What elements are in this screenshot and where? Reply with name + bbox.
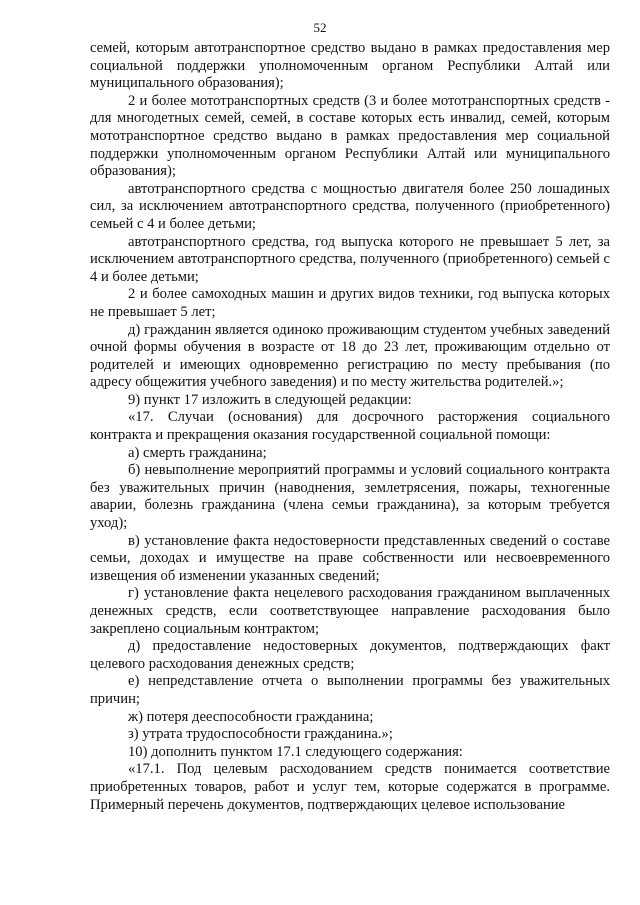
paragraph: семей, которым автотранспортное средство выдано в рамках предоставления мер социальной поддержки уполномоченным органом Республики Алтай или муниципального образования); — [90, 40, 610, 92]
paragraph: «17. Случаи (основания) для досрочного расторжения социального контракта и прекращения оказания государственной социальной помощи: — [90, 409, 610, 444]
paragraph: «17.1. Под целевым расходованием средств понимается соответствие приобретенных товаров, работ и услуг тем, которые содержатся в программе. Примерный перечень документов, подтверждающих целевое использование — [90, 761, 610, 813]
document-body — [90, 40, 610, 814]
paragraph: 2 и более самоходных машин и других видов техники, год выпуска которых не превышает 5 лет; — [90, 286, 610, 320]
paragraph: ж) потеря дееспособности гражданина; — [128, 708, 374, 725]
paragraph: автотранспортного средства с мощностью двигателя более 250 лошадиных сил, за исключением автотранспортного средства, полученного (приобретенного) семьей с 4 и более детьми; — [90, 180, 610, 232]
paragraph: а) смерть гражданина; — [128, 444, 267, 461]
paragraph: е) непредставление отчета о выполнении программы без уважительных причин; — [90, 673, 610, 707]
paragraph: г) установление факта нецелевого расходования гражданином выплаченных денежных средств, если соответствующее направление расходования было закреплено социальным контрактом; — [90, 585, 610, 637]
paragraph: з) утрата трудоспособности гражданина.»; — [128, 726, 393, 743]
paragraph: в) установление факта недостоверности представленных сведений о составе семьи, доходах и имуществе на праве собственности или несвоевременного извещения об изменении указанных сведений; — [90, 532, 610, 584]
paragraph: б) невыполнение мероприятий программы и условий социального контракта без уважительных причин (наводнения, землетрясения, пожары, техногенные аварии, болезнь гражданина (члена семьи гражданина), за которым требуется уход); — [90, 462, 610, 532]
paragraph: 9) пункт 17 изложить в следующей редакции: — [128, 391, 412, 408]
paragraph: 2 и более мототранспортных средств (3 и более мототранспортных средств - для многодетных семей, семей, в составе которых есть инвалид, семей, которым мототранспортное средство выдано в рамках предоставления мер социальной поддержки уполномоченным органом Республики Алтай или муниципального образования); — [90, 92, 610, 180]
paragraph: автотранспортного средства, год выпуска которого не превышает 5 лет, за исключением автотранспортного средства, полученного (приобретенного) семьей с 4 и более детьми; — [90, 233, 610, 285]
paragraph: д) гражданин является одиноко проживающим студентом учебных заведений очной формы обучения в возрасте от 18 до 23 лет, проживающим отдельно от родителей и имеющих одновременно регистрацию по месту пребывания (по адресу общежития учебного заведения) и по месту жительства родителей.»; — [90, 321, 610, 391]
page-number: 52 — [313, 20, 327, 35]
paragraph: д) предоставление недостоверных документов, подтверждающих факт целевого расходования денежных средств; — [90, 638, 610, 672]
paragraph: 10) дополнить пунктом 17.1 следующего содержания: — [128, 743, 463, 760]
